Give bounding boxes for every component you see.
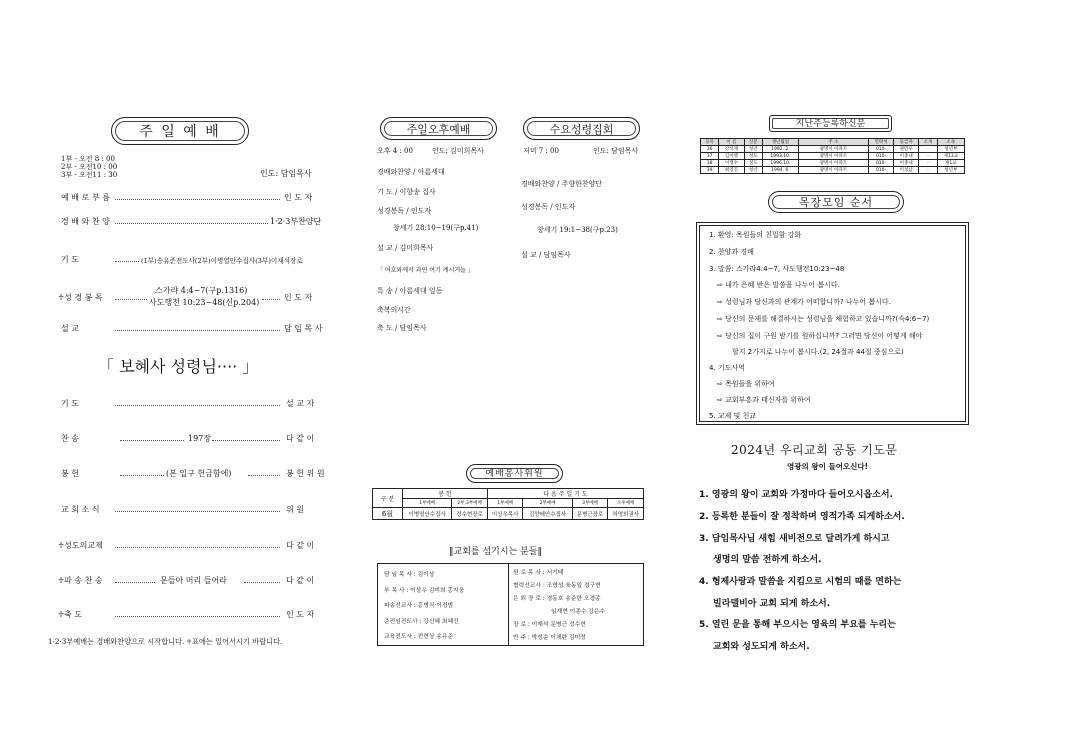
mokjang-line: ⇨ 당신의 문제를 해결하시는 성령님을 체험하고 있습니까?(슥4:6~7) [717,315,930,323]
order-label: 기 도 [61,399,79,408]
table-row: 39 최영진 청년 1994. 6. 광명시 아파트 010- 이성남 - 청년부 [701,167,965,174]
subheader-cell: 2부,3부예배 [452,499,488,508]
service-committee-title: 예배봉사위원 [466,464,563,483]
dotted-leader [115,330,280,331]
table-cell: 이상우목사 [487,508,523,520]
mokjang-line: ⇨ 교회부흥과 태신자를 위하여 [717,396,811,404]
table-row: 37 김이행 성도 1993.10. 광명시 아파트 010- 이종내 - 제13교 [701,153,965,160]
mokjang-line: 2. 찬양과 경배 [709,248,754,256]
order-right: 다 같 이 [286,434,315,443]
service-committee-table [372,488,644,520]
prayer-line: 교회와 성도되게 하소서. [713,642,810,652]
afternoon-sermon-title: 「 여호와께서 과연 여기 계시거늘 」 [377,267,474,274]
dotted-leader [115,199,280,200]
dotted-leader [115,582,155,583]
order-label: ♱축 도 [58,610,83,619]
order-right: 설 교 자 [286,399,315,408]
footnote: 1·2·3부예배는 경배와찬양으로 시작합니다. ♱표에는 일어서시기 바랍니다. [48,637,283,646]
mokjang-line: ⇨ 당신의 집이 구원 받기를 원하십니까? 그러면 당신이 어떻게 해야 [717,332,923,340]
service-times: 1부 - 오전 8 : 00 2부 - 오전10 : 00 3부 - 오전11 : 30 [61,155,118,179]
afternoon-time: 오후 4 : 00 [377,147,413,155]
order-label: 기 도 [61,255,79,264]
order-mid: (1부)송유준전도사(2부)이병열안수집사(3부)이재석장로 [141,257,303,265]
sunday-service-title: 주 일 예 배 [111,117,249,145]
order-right: 다 같 이 [286,576,315,585]
prayer-title: 2024년 우리교회 공동 기도문 [731,443,898,457]
mokjang-line: 할지 2가지로 나누어 봅시다.(2, 24절과 44절 중심으로) [732,348,904,356]
table-row: 36 강석재 청년 1992. 2. 광명시 아파트 010- 권민우 - 청년부 [701,146,965,153]
order-label: 예 배 로 부 름 [61,193,110,202]
dotted-leader [248,475,280,476]
afternoon-item: 특 송 / 아름세대 일동 [377,287,443,295]
mokjang-line: 5. 교제 및 친교 [709,412,757,420]
header-cell: 소속 [937,139,964,146]
order-mid: 문들아 머리 들어라 [160,576,227,585]
wednesday-time: 저녁 7 : 00 [523,147,559,155]
order-label: ♱성 경 봉 독 [58,293,103,302]
header-cell: 봉 헌 [403,489,488,499]
dotted-leader [115,299,147,300]
order-label: 찬 송 [61,434,79,443]
header-cell: 다 음 주 일 기 도 [487,489,643,499]
prayer-list [699,487,959,657]
mokjang-line: ⇨ 목원들을 위하여 [717,380,775,388]
staff-box [377,563,644,646]
wednesday-item: 경배와찬양 / 주향한찬양단 [521,180,603,188]
dotted-leader [115,511,280,512]
table-cell: 문병근장로 [572,508,608,520]
afternoon-item: 설 교 / 김미희목사 [377,244,434,252]
header-cell: 생년월일 [762,139,798,146]
header-cell: 등급자 [894,139,919,146]
service-leader: 인도: 담임목사 [260,169,312,178]
table-cell: 김양배안수집사 [523,508,572,520]
prayer-line: 1. 영광의 왕이 교회와 가정마다 들어오시옵소서. [699,490,893,500]
wednesday-item: 창세기 19:1~38(구p.23) [537,226,618,234]
prayer-line: 3. 담임목사님 새힘 새비전으로 달려가게 하시고 [699,534,890,544]
afternoon-item: 기 도 / 이향송 집사 [377,188,436,196]
order-right: 인 도 자 [284,193,313,202]
mokjang-line: 3. 말씀: 스가랴4:4~7, 사도행전10:23~48 [709,265,845,273]
header-cell: 이 름 [719,139,744,146]
staff-title: ‖교회를 섬기시는 분들‖ [449,547,542,557]
staff-divider [508,564,509,645]
header-cell: 등록 [701,139,719,146]
mokjang-line: ⇨ 내가 은혜 받은 말씀을 나누어 봅시다. [717,281,840,289]
prayer-subtitle: 영광의 왕이 들어오신다! [787,462,869,471]
order-label: 설 교 [61,324,79,333]
table-cell: 정수현장로 [452,508,488,520]
afternoon-item: 성경봉독 / 인도자 [377,207,432,215]
mokjang-title: 목장모임 순서 [768,191,904,213]
header-cell: 주 소 [798,139,868,146]
table-row: 38 이행수 성도 1996.10. 광명시 아파트 010- 이종내 - 제1교 [701,160,965,167]
order-right: 위 원 [286,505,304,514]
order-right: 다 같 이 [286,541,315,550]
subheader-cell: 3부예배 [572,499,608,508]
wednesday-service-title: 수요성령집회 [523,117,640,140]
order-mid: 스가랴 4:4~7(구p.1316) [155,286,248,295]
header-cell: 소개 [919,139,937,146]
sermon-title: 「 보혜사 성령님···· 」 [98,357,259,376]
order-right: 1·2·3부찬양단 [270,217,322,226]
dotted-leader [262,299,280,300]
staff-left: 담 임 목 사 : 김이상 부 목 사 : 이상우 김미희 홍지웅 파송선교사 : 홍병식·이경범 준전임전도사 : 강신혜 최혜진 교육전도사 : 전현상 송유준 [384,572,465,640]
wednesday-item: 성경봉독 / 인도자 [521,203,576,211]
order-mid-2: 사도행전 10:23~48(신p.204) [149,298,260,307]
order-right: 인 도 자 [286,610,315,619]
afternoon-service-title: 주일오후예배 [380,117,497,140]
order-right: 인 도 자 [284,293,313,302]
table-cell: 이병열안수집사 [403,508,452,520]
mokjang-line: ⇨ 성령님과 당신과의 관계가 어떠합니까? 나누어 봅시다. [717,298,891,306]
subheader-cell: 오후예배 [608,499,644,508]
dotted-leader [115,405,280,406]
dotted-leader [244,582,280,583]
prayer-line: 4. 형제사랑과 말씀을 지킴으로 시험의 때를 면하는 [699,577,902,587]
order-label: 경 배 와 찬 양 [61,217,110,226]
dotted-leader [115,616,280,617]
afternoon-item: 축복의시간 [377,306,411,314]
dotted-leader [115,223,268,224]
header-cell: 신분 [744,139,762,146]
prayer-line: 2. 등록한 분들이 잘 정착하며 영적가족 되게하소서. [699,512,905,522]
dotted-leader [115,261,139,262]
order-label: 봉 헌 [61,469,79,478]
dotted-leader [115,547,280,548]
subheader-cell: 2부예배 [523,499,572,508]
order-mid: 197장 [188,434,211,443]
order-right: 봉 헌 위 원 [286,469,325,478]
order-mid: (본 입구 헌금함에) [166,469,232,478]
mokjang-box [696,222,969,425]
prayer-line: 빌라델비아 교회 되게 하소서. [713,599,831,609]
header-cell: 연락처 [868,139,893,146]
wednesday-item: 설 교 / 담임목사 [521,251,571,259]
subheader-cell: 1부예배 [487,499,523,508]
mokjang-line: 4. 기도사역 [709,364,745,372]
prayer-line: 생명의 말씀 전하게 하소서. [713,555,822,565]
dotted-leader [120,440,184,441]
order-label: ♱성도의교제 [58,541,103,550]
month-cell: 6월 [373,508,403,520]
afternoon-leader: 인도: 김미희목사 [432,147,484,155]
order-label: 교 회 소 식 [61,505,100,514]
order-label: ♱파 송 찬 송 [58,576,103,585]
mokjang-line: 1. 환영: 목원들의 친밀함 강화 [709,231,802,239]
order-right: 담 임 목 사 [284,324,323,333]
header-cell: 구 분 [373,489,403,508]
afternoon-item: 축 도 / 담임목사 [377,324,427,332]
afternoon-item: 경배와찬양 / 아름세대 [377,168,445,176]
dotted-leader [212,440,280,441]
wednesday-leader: 인도: 담임목사 [593,147,639,155]
prayer-line: 5. 열린 문을 통해 부으시는 영육의 부요를 누리는 [699,620,896,630]
subheader-cell: 1부예배 [403,499,452,508]
newcomers-table [700,138,965,174]
dotted-leader [120,475,164,476]
afternoon-item: 창세기 28:10~19(구p.41) [393,224,479,232]
table-cell: 허영희권사 [608,508,644,520]
newcomers-title: 지난주등록하신분 [769,115,892,132]
staff-right: 원 로 목 사 : 서기태 협력선교사 : 조영성 육동일 정구현 은 퇴 장 로 : 경동호 송준한 오경종 임재현 이종수 강은수 장 로 : 이재석 문병근 정수현 반 주 : 박성순 이채란 김미정 [513,570,606,641]
